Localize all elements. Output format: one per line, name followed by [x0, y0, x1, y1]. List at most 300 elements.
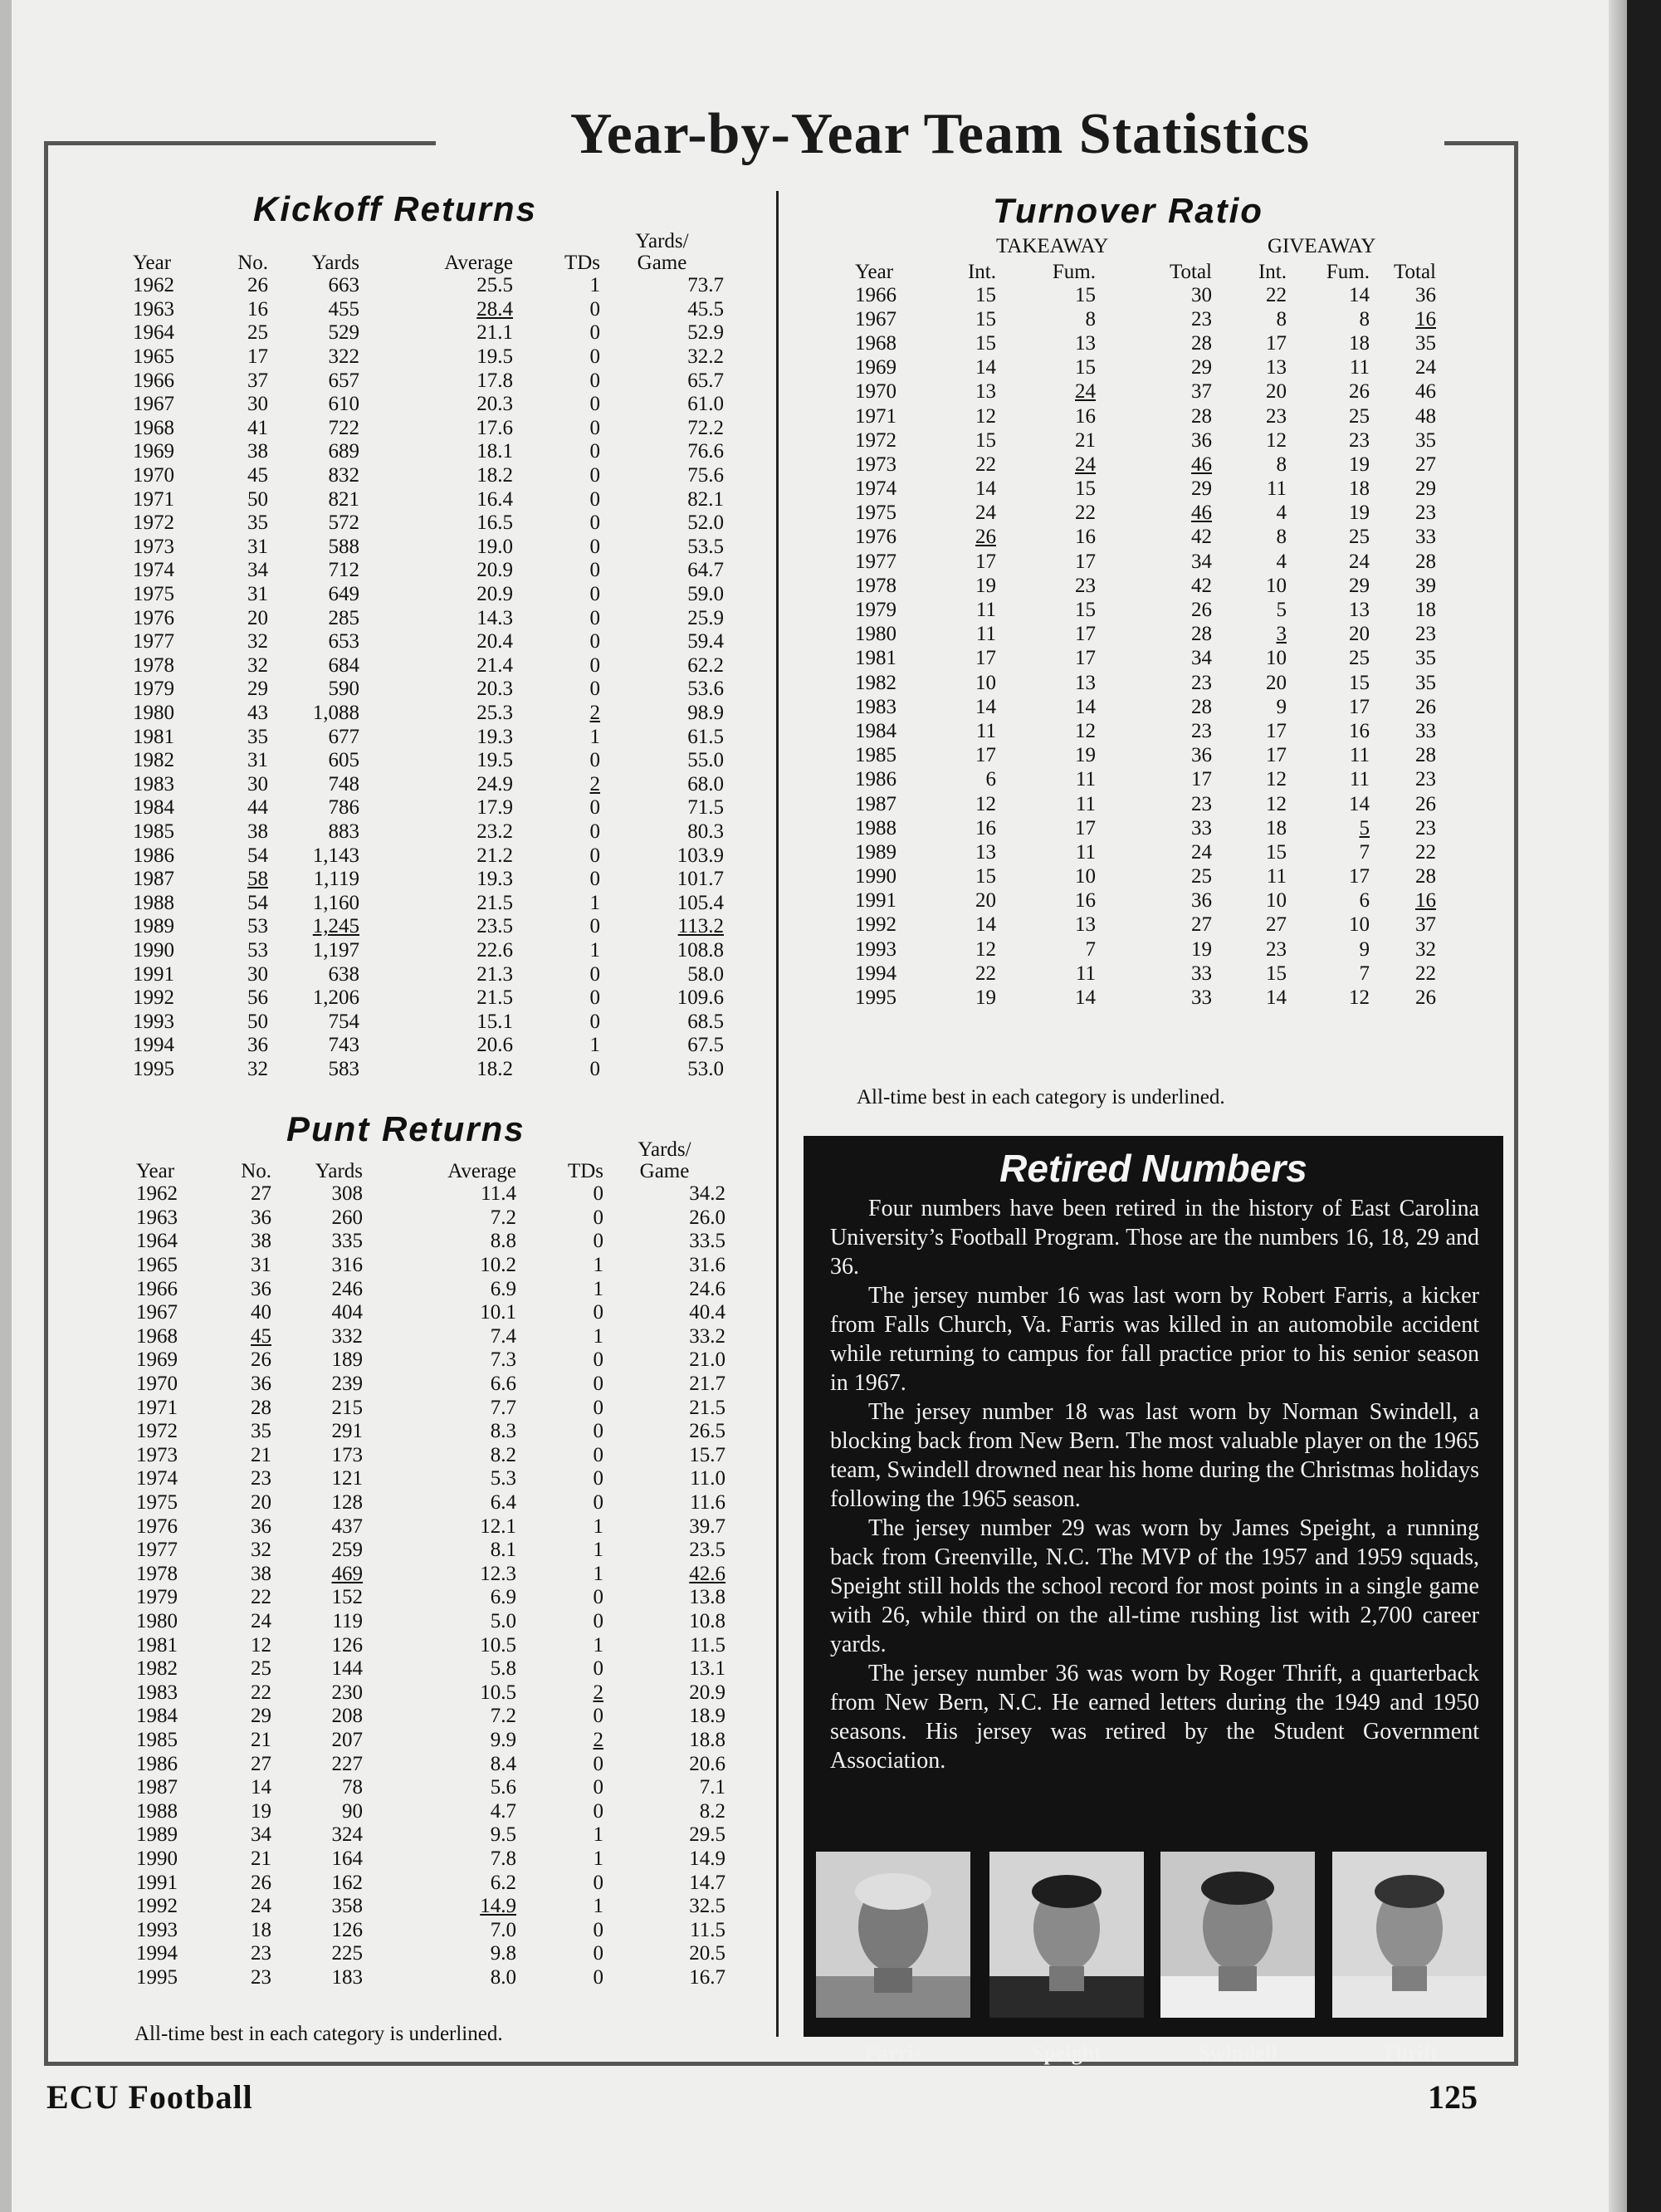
- table-cell: 33: [1191, 962, 1212, 985]
- table-row: [855, 477, 1436, 502]
- table-row: [855, 889, 1436, 913]
- table-cell: 1988: [855, 816, 896, 839]
- table-cell: 38: [247, 440, 268, 463]
- table-cell: 24: [251, 1609, 271, 1632]
- table-cell: 11.5: [690, 1918, 725, 1941]
- table-cell: 8: [1085, 307, 1096, 330]
- table-cell: 1984: [133, 796, 174, 820]
- table-cell: 0: [589, 653, 600, 677]
- table-cell: 1969: [133, 440, 174, 463]
- table-row: [133, 1058, 724, 1082]
- table-row: [855, 937, 1436, 962]
- turnover-ratio-title: Turnover Ratio: [993, 191, 1263, 230]
- photo-swindell: [1160, 1852, 1315, 2018]
- table-cell: 65.7: [687, 369, 724, 392]
- table-cell: 11.4: [481, 1182, 516, 1206]
- table-row: [136, 1444, 725, 1468]
- table-cell: 19: [1349, 453, 1370, 476]
- turnover-underline-note: All-time best in each category is underlined.: [857, 1086, 1225, 1108]
- table-cell: 605: [328, 749, 359, 772]
- table-cell: 15: [975, 428, 996, 452]
- table-cell: 1,245: [312, 915, 359, 938]
- table-cell: 5.8: [490, 1657, 516, 1681]
- table-cell: 19: [251, 1799, 271, 1823]
- table-cell: 1971: [136, 1396, 178, 1419]
- table-cell: 1993: [855, 937, 896, 961]
- table-cell: 653: [328, 630, 359, 653]
- table-cell: 20.5: [689, 1942, 725, 1965]
- table-cell: 1966: [136, 1277, 178, 1300]
- table-cell: 11: [1349, 744, 1370, 767]
- table-cell: 455: [328, 297, 359, 321]
- table-cell: 23: [1349, 428, 1370, 452]
- table-cell: 588: [328, 535, 359, 558]
- retired-paragraph: Four numbers have been retired in the history of East Carolina University’s Football Program. Those are the numbers 16, 18, 29 and 36.: [830, 1196, 1479, 1280]
- column-divider: [776, 191, 779, 2037]
- table-cell: 207: [331, 1728, 363, 1751]
- table-row: [133, 321, 724, 345]
- table-cell: 1994: [855, 962, 896, 985]
- table-row: [855, 356, 1436, 380]
- table-row: [133, 939, 724, 963]
- table-cell: 44: [247, 796, 268, 820]
- table-cell: 1: [593, 1823, 603, 1847]
- table-cell: 7: [1359, 840, 1370, 864]
- table-row: [855, 695, 1436, 719]
- table-cell: 11: [1075, 962, 1096, 985]
- table-cell: 15.7: [689, 1443, 725, 1466]
- column-header: Average: [447, 1160, 516, 1182]
- table-cell: 22: [251, 1586, 271, 1609]
- column-header: Year: [133, 252, 172, 274]
- table-cell: 1962: [133, 274, 174, 297]
- table-cell: 28: [1191, 623, 1212, 646]
- table-cell: 25: [1349, 647, 1370, 670]
- table-cell: 17: [975, 647, 996, 670]
- table-cell: 42: [1191, 526, 1212, 549]
- table-row: [136, 1705, 725, 1729]
- table-cell: 0: [593, 1230, 603, 1253]
- table-row: [133, 772, 724, 796]
- table-cell: 0: [593, 1348, 603, 1372]
- table-cell: 24: [975, 502, 996, 525]
- table-cell: 25: [251, 1657, 271, 1681]
- table-cell: 25: [1349, 526, 1370, 549]
- table-cell: 25.9: [687, 606, 724, 629]
- table-cell: 17: [1266, 719, 1287, 742]
- table-cell: 21.4: [476, 653, 513, 677]
- table-cell: 208: [331, 1705, 363, 1728]
- table-cell: 10.2: [480, 1254, 516, 1277]
- table-cell: 1992: [133, 986, 174, 1010]
- table-cell: 20: [1349, 623, 1370, 646]
- table-cell: 9.8: [490, 1942, 516, 1965]
- table-cell: 14: [1266, 986, 1287, 1010]
- table-cell: 18: [251, 1918, 271, 1941]
- table-cell: 332: [331, 1324, 363, 1348]
- table-cell: 10: [1266, 574, 1287, 597]
- table-cell: 12.1: [480, 1515, 516, 1538]
- table-cell: 11.0: [690, 1467, 725, 1490]
- table-cell: 227: [331, 1752, 363, 1775]
- table-cell: 1,119: [313, 868, 359, 891]
- table-cell: 50: [247, 487, 268, 511]
- table-cell: 1968: [133, 416, 174, 439]
- table-row: [136, 1610, 725, 1634]
- table-cell: 20.3: [476, 678, 513, 701]
- table-cell: 4.7: [490, 1799, 516, 1823]
- table-cell: 1985: [133, 820, 174, 843]
- table-cell: 0: [593, 1776, 603, 1799]
- table-cell: 1: [593, 1895, 603, 1918]
- table-cell: 722: [328, 416, 359, 439]
- table-cell: 1987: [136, 1776, 178, 1799]
- table-cell: 164: [331, 1847, 363, 1870]
- table-cell: 1985: [855, 744, 896, 767]
- table-cell: 23: [1415, 623, 1436, 646]
- table-cell: 1983: [133, 772, 174, 795]
- table-cell: 36: [251, 1515, 271, 1538]
- table-cell: 1984: [855, 719, 896, 742]
- table-cell: 0: [593, 1443, 603, 1466]
- table-cell: 11: [1349, 768, 1370, 791]
- table-cell: 8.3: [490, 1420, 516, 1443]
- table-row: [136, 1491, 725, 1515]
- table-cell: 1: [589, 725, 600, 748]
- table-row: [136, 1799, 725, 1823]
- table-cell: 8: [1359, 307, 1370, 330]
- column-header: Yards/ Game: [638, 1138, 691, 1182]
- table-row: [136, 1467, 725, 1491]
- table-cell: 24: [1349, 550, 1370, 573]
- table-cell: 14.9: [689, 1847, 725, 1870]
- table-cell: 8: [1276, 526, 1287, 549]
- table-row: [136, 1348, 725, 1373]
- table-cell: 17.9: [476, 796, 513, 820]
- table-row: [133, 440, 724, 464]
- table-row: [136, 1254, 725, 1278]
- table-cell: 35: [247, 725, 268, 748]
- table-cell: 35: [247, 511, 268, 535]
- table-cell: 1974: [855, 477, 896, 501]
- table-row: [136, 1966, 725, 1990]
- table-cell: 162: [331, 1871, 363, 1894]
- table-cell: 19: [1191, 937, 1212, 961]
- table-cell: 786: [328, 796, 359, 820]
- table-cell: 2: [593, 1681, 603, 1704]
- table-cell: 7.0: [490, 1918, 516, 1941]
- table-cell: 18.2: [476, 1057, 513, 1080]
- table-cell: 9: [1359, 937, 1370, 961]
- table-cell: 16.4: [476, 487, 513, 511]
- column-header: Average: [444, 252, 513, 274]
- column-header: Yards/ Game: [635, 230, 689, 274]
- table-cell: 103.9: [677, 844, 724, 867]
- table-cell: 16: [1415, 307, 1436, 330]
- table-row: [133, 749, 724, 773]
- table-cell: 16: [975, 816, 996, 839]
- punt-returns-title: Punt Returns: [286, 1109, 525, 1148]
- table-cell: 38: [247, 820, 268, 843]
- table-cell: 1994: [133, 1034, 174, 1057]
- column-header: Yards: [315, 1160, 363, 1182]
- table-cell: 17: [247, 345, 268, 369]
- table-cell: 1970: [136, 1373, 178, 1396]
- table-cell: 19: [975, 986, 996, 1010]
- table-cell: 7: [1359, 962, 1370, 985]
- table-cell: 16: [1075, 526, 1096, 549]
- table-cell: 1,197: [312, 938, 359, 962]
- table-cell: 0: [589, 962, 600, 986]
- table-cell: 23: [1191, 792, 1212, 815]
- page-number: 125: [1428, 2078, 1478, 2116]
- table-cell: 1: [593, 1324, 603, 1348]
- table-cell: 19.5: [476, 749, 513, 772]
- table-cell: 1982: [136, 1657, 178, 1681]
- table-cell: 14: [975, 356, 996, 379]
- table-cell: 832: [328, 464, 359, 487]
- table-cell: 4: [1276, 502, 1287, 525]
- table-cell: 56: [247, 986, 268, 1010]
- table-row: [133, 511, 724, 536]
- table-cell: 1: [593, 1562, 603, 1585]
- table-row: [855, 865, 1436, 889]
- table-cell: 31: [247, 583, 268, 606]
- table-cell: 27: [251, 1182, 271, 1206]
- table-cell: 1975: [133, 583, 174, 606]
- table-row: [855, 671, 1436, 695]
- table-cell: 32.2: [687, 345, 724, 369]
- table-cell: 13.1: [689, 1657, 725, 1681]
- table-row: [133, 487, 724, 511]
- table-cell: 45: [251, 1324, 271, 1348]
- table-cell: 23: [1075, 574, 1096, 597]
- table-cell: 29: [1191, 477, 1212, 501]
- table-cell: 13: [975, 380, 996, 404]
- table-cell: 34: [247, 559, 268, 582]
- table-cell: 16: [1075, 404, 1096, 428]
- table-cell: 1989: [136, 1823, 178, 1847]
- table-cell: 30: [247, 962, 268, 986]
- table-row: [136, 1823, 725, 1847]
- table-cell: 7.7: [490, 1396, 516, 1419]
- table-cell: 1970: [855, 380, 896, 404]
- player-photos: [816, 1852, 1491, 2065]
- table-cell: 322: [328, 345, 359, 369]
- table-cell: 8: [1276, 453, 1287, 476]
- table-cell: 1973: [855, 453, 896, 476]
- table-row: [133, 369, 724, 393]
- table-cell: 11: [975, 719, 996, 742]
- table-cell: 33: [1191, 816, 1212, 839]
- table-cell: 638: [328, 962, 359, 986]
- table-cell: 25.5: [476, 274, 513, 297]
- table-cell: 246: [331, 1277, 363, 1300]
- table-row: [136, 1681, 725, 1705]
- table-row: [133, 796, 724, 820]
- table-cell: 1965: [133, 345, 174, 369]
- table-row: [136, 1373, 725, 1397]
- table-cell: 22: [251, 1681, 271, 1704]
- table-cell: 36: [251, 1277, 271, 1300]
- table-cell: 17: [975, 550, 996, 573]
- table-cell: 20.6: [689, 1752, 725, 1775]
- table-cell: 21.5: [689, 1396, 725, 1419]
- table-row: [855, 331, 1436, 355]
- table-row: [133, 962, 724, 986]
- table-cell: 18: [1349, 331, 1370, 355]
- table-cell: 17: [975, 744, 996, 767]
- table-row: [133, 606, 724, 630]
- table-cell: 0: [593, 1942, 603, 1965]
- table-cell: 1962: [136, 1182, 178, 1206]
- table-cell: 19: [1075, 744, 1096, 767]
- table-cell: 26: [251, 1348, 271, 1372]
- column-header: No.: [241, 1160, 271, 1182]
- table-row: [855, 380, 1436, 404]
- table-cell: 1971: [855, 404, 896, 428]
- table-cell: 32: [251, 1539, 271, 1562]
- table-cell: 23: [1415, 816, 1436, 839]
- table-cell: 14: [1349, 283, 1370, 306]
- table-cell: 29.5: [689, 1823, 725, 1847]
- table-cell: 33.5: [689, 1230, 725, 1253]
- table-cell: 52.0: [687, 511, 724, 535]
- table-cell: 1: [593, 1277, 603, 1300]
- table-cell: 1995: [855, 986, 896, 1010]
- table-cell: 12: [1266, 792, 1287, 815]
- table-cell: 53.0: [687, 1057, 724, 1080]
- table-cell: 5.6: [490, 1776, 516, 1799]
- table-cell: 225: [331, 1942, 363, 1965]
- table-cell: 16: [1415, 889, 1436, 913]
- table-cell: 4: [1276, 550, 1287, 573]
- table-cell: 2: [589, 701, 600, 724]
- column-header: Fum.: [1326, 261, 1370, 283]
- table-cell: 31.6: [689, 1254, 725, 1277]
- table-row: [136, 1515, 725, 1539]
- table-cell: 36: [251, 1206, 271, 1229]
- table-cell: 1985: [136, 1728, 178, 1751]
- kickoff-returns-table: [133, 231, 724, 1081]
- table-cell: 21.7: [689, 1373, 725, 1396]
- table-cell: 1990: [133, 938, 174, 962]
- table-row: [855, 816, 1436, 840]
- table-cell: 25: [1349, 404, 1370, 428]
- table-cell: 45.5: [687, 297, 724, 321]
- table-cell: 17: [1075, 647, 1096, 670]
- table-row: [855, 792, 1436, 816]
- table-cell: 1991: [136, 1871, 178, 1894]
- photo-thrift: [1332, 1852, 1487, 2018]
- table-cell: 113.2: [677, 915, 724, 938]
- table-cell: 1: [589, 938, 600, 962]
- retired-numbers-text: [830, 1194, 1479, 1775]
- table-row: [133, 678, 724, 702]
- table-cell: 32: [247, 653, 268, 677]
- table-row: [136, 1420, 725, 1444]
- table-cell: 259: [331, 1539, 363, 1562]
- table-cell: 0: [593, 1373, 603, 1396]
- column-header: Total: [1393, 261, 1436, 283]
- table-cell: 12: [975, 937, 996, 961]
- table-row: [855, 598, 1436, 622]
- table-cell: 14: [1075, 695, 1096, 718]
- table-row: [133, 868, 724, 892]
- table-cell: 1992: [855, 913, 896, 937]
- table-cell: 10.1: [480, 1301, 516, 1324]
- column-header: Year: [136, 1160, 175, 1182]
- table-cell: 1976: [136, 1515, 178, 1538]
- table-cell: 41: [247, 416, 268, 439]
- table-cell: 1983: [855, 695, 896, 718]
- table-cell: 20: [1266, 380, 1287, 404]
- table-row: [133, 630, 724, 654]
- table-cell: 0: [593, 1491, 603, 1515]
- table-cell: 34: [1191, 647, 1212, 670]
- table-cell: 1976: [133, 606, 174, 629]
- table-cell: 20: [1266, 671, 1287, 694]
- page-binding-edge: [1609, 0, 1627, 2212]
- table-cell: 105.4: [677, 891, 724, 914]
- table-cell: 26.5: [689, 1420, 725, 1443]
- table-cell: 1: [593, 1515, 603, 1538]
- table-cell: 12: [975, 792, 996, 815]
- table-cell: 35: [251, 1420, 271, 1443]
- table-cell: 0: [593, 1301, 603, 1324]
- table-cell: 0: [593, 1965, 603, 1989]
- table-cell: 1995: [133, 1057, 174, 1080]
- table-cell: 0: [589, 464, 600, 487]
- table-cell: 10.5: [480, 1633, 516, 1657]
- table-cell: 821: [328, 487, 359, 511]
- table-cell: 32: [247, 1057, 268, 1080]
- table-cell: 189: [331, 1348, 363, 1372]
- table-cell: 1981: [133, 725, 174, 748]
- table-cell: 12: [1349, 986, 1370, 1010]
- table-cell: 18: [1415, 599, 1436, 622]
- table-cell: 6: [985, 768, 996, 791]
- table-cell: 22: [1415, 962, 1436, 985]
- table-row: [136, 1657, 725, 1681]
- table-cell: 19: [1349, 502, 1370, 525]
- table-cell: 13: [975, 840, 996, 864]
- table-cell: 0: [589, 345, 600, 369]
- table-cell: 42.6: [689, 1562, 725, 1585]
- table-cell: 101.7: [677, 868, 724, 891]
- table-cell: 90: [342, 1799, 363, 1823]
- table-cell: 20: [247, 606, 268, 629]
- table-cell: 121: [331, 1467, 363, 1490]
- table-cell: 1981: [855, 647, 896, 670]
- table-cell: 610: [328, 393, 359, 416]
- table-cell: 11: [1075, 792, 1096, 815]
- table-cell: 8.8: [490, 1230, 516, 1253]
- table-cell: 239: [331, 1373, 363, 1396]
- table-cell: 0: [589, 630, 600, 653]
- table-cell: 10: [975, 671, 996, 694]
- table-cell: 19: [975, 574, 996, 597]
- column-header: TDs: [564, 252, 600, 274]
- table-cell: 19.0: [476, 535, 513, 558]
- table-cell: 1972: [133, 511, 174, 535]
- table-cell: 14: [975, 913, 996, 937]
- table-cell: 0: [589, 606, 600, 629]
- table-cell: 0: [589, 1057, 600, 1080]
- table-cell: 30: [1191, 283, 1212, 306]
- table-row: [133, 844, 724, 868]
- table-cell: 572: [328, 511, 359, 535]
